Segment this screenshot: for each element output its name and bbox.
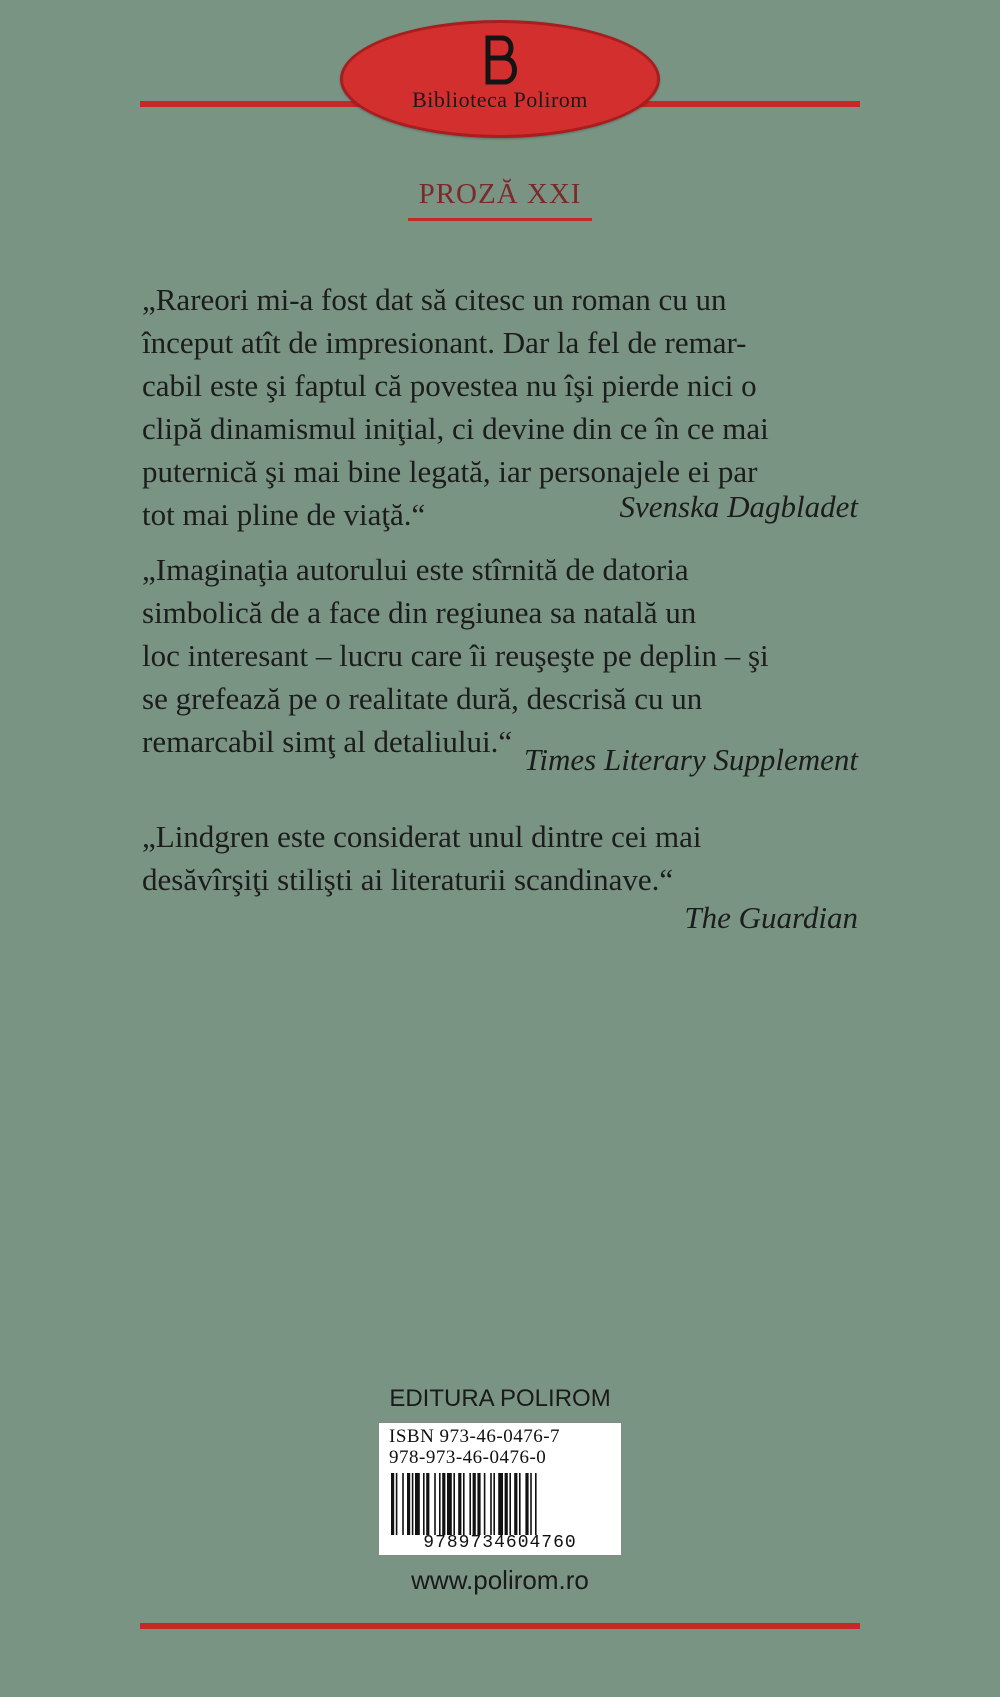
quote-line: „Lindgren este considerat unul dintre cei mai (142, 819, 702, 854)
barcode-bar (458, 1473, 461, 1535)
barcode-bar (535, 1473, 537, 1535)
barcode-bar (423, 1473, 425, 1535)
barcode-bar (415, 1473, 420, 1535)
quote-1-source: Svenska Dagbladet (619, 489, 858, 524)
logo-name: Biblioteca Polirom (412, 87, 588, 112)
barcode-bar (463, 1473, 465, 1535)
quote-3 (142, 815, 858, 901)
website: www.polirom.ro (411, 1565, 589, 1595)
quote-line: cabil este şi faptul că povestea nu îşi pierde nici o (142, 368, 757, 403)
barcode-bar (519, 1473, 521, 1535)
barcode-bar (434, 1473, 436, 1535)
barcode-bar (469, 1473, 471, 1535)
barcode-bar (439, 1473, 441, 1535)
barcode-bar (477, 1473, 480, 1535)
quote-line: remarcabil simţ al detaliului.“ (142, 724, 513, 759)
barcode-bar (447, 1473, 452, 1535)
quote-line: simbolică de a face din regiunea sa natală un (142, 595, 697, 630)
barcode-bar (391, 1473, 394, 1535)
quote-line: desăvîrşiţi stilişti ai literaturii scandinave.“ (142, 862, 674, 897)
barcode-bar (407, 1473, 410, 1535)
quote-line: început atît de impresionant. Dar la fel de remar- (142, 325, 747, 360)
series-rule (408, 218, 592, 221)
barcode-bar (525, 1473, 528, 1535)
quote-line: puternică şi mai bine legată, iar personajele ei par (142, 454, 758, 489)
barcode-bar (473, 1473, 476, 1535)
barcode-bar (396, 1473, 398, 1535)
quote-2-source: Times Literary Supplement (523, 742, 858, 777)
barcode-bars (389, 1473, 613, 1535)
barcode-bar (442, 1473, 445, 1535)
barcode-bar (453, 1473, 455, 1535)
quote-line: „Rareori mi-a fost dat să citesc un roman cu un (142, 282, 727, 317)
barcode-bar (530, 1473, 532, 1535)
barcode-bar (498, 1473, 503, 1535)
quote-line: se grefează pe o realitate dură, descrisă cu un (142, 681, 703, 716)
quote-line: loc interesant – lucru care îi reuşeşte pe deplin – şi (142, 638, 769, 673)
logo-b-icon (480, 35, 520, 85)
quote-line: tot mai pline de viaţă.“ (142, 497, 426, 532)
barcode-bar (402, 1473, 404, 1535)
barcode-bar (505, 1473, 508, 1535)
publisher-logo (340, 20, 660, 138)
quote-line: clipă dinamismul iniţial, ci devine din ce în ce mai (142, 411, 769, 446)
isbn-13: 978-973-46-0476-0 (389, 1447, 547, 1468)
barcode-bar (484, 1473, 486, 1535)
ean-digits: 9789734604760 (423, 1533, 577, 1553)
quote-3-source: The Guardian (684, 900, 858, 935)
publisher-name: EDITURA POLIROM (389, 1385, 611, 1412)
quote-2 (142, 548, 858, 763)
barcode-bar (493, 1473, 495, 1535)
barcode-box (378, 1422, 622, 1556)
bottom-rule (140, 1623, 860, 1629)
logo-mark (343, 35, 657, 85)
barcode-bar (514, 1473, 517, 1535)
isbn-10: ISBN 973-46-0476-7 (389, 1426, 561, 1447)
barcode-bar (426, 1473, 429, 1535)
barcode-bar (509, 1473, 511, 1535)
series-title: PROZĂ XXI (418, 178, 582, 210)
quote-line: „Imaginaţia autorului este stîrnită de datoria (142, 552, 689, 587)
barcode-bar (490, 1473, 492, 1535)
barcode-bar (412, 1473, 414, 1535)
